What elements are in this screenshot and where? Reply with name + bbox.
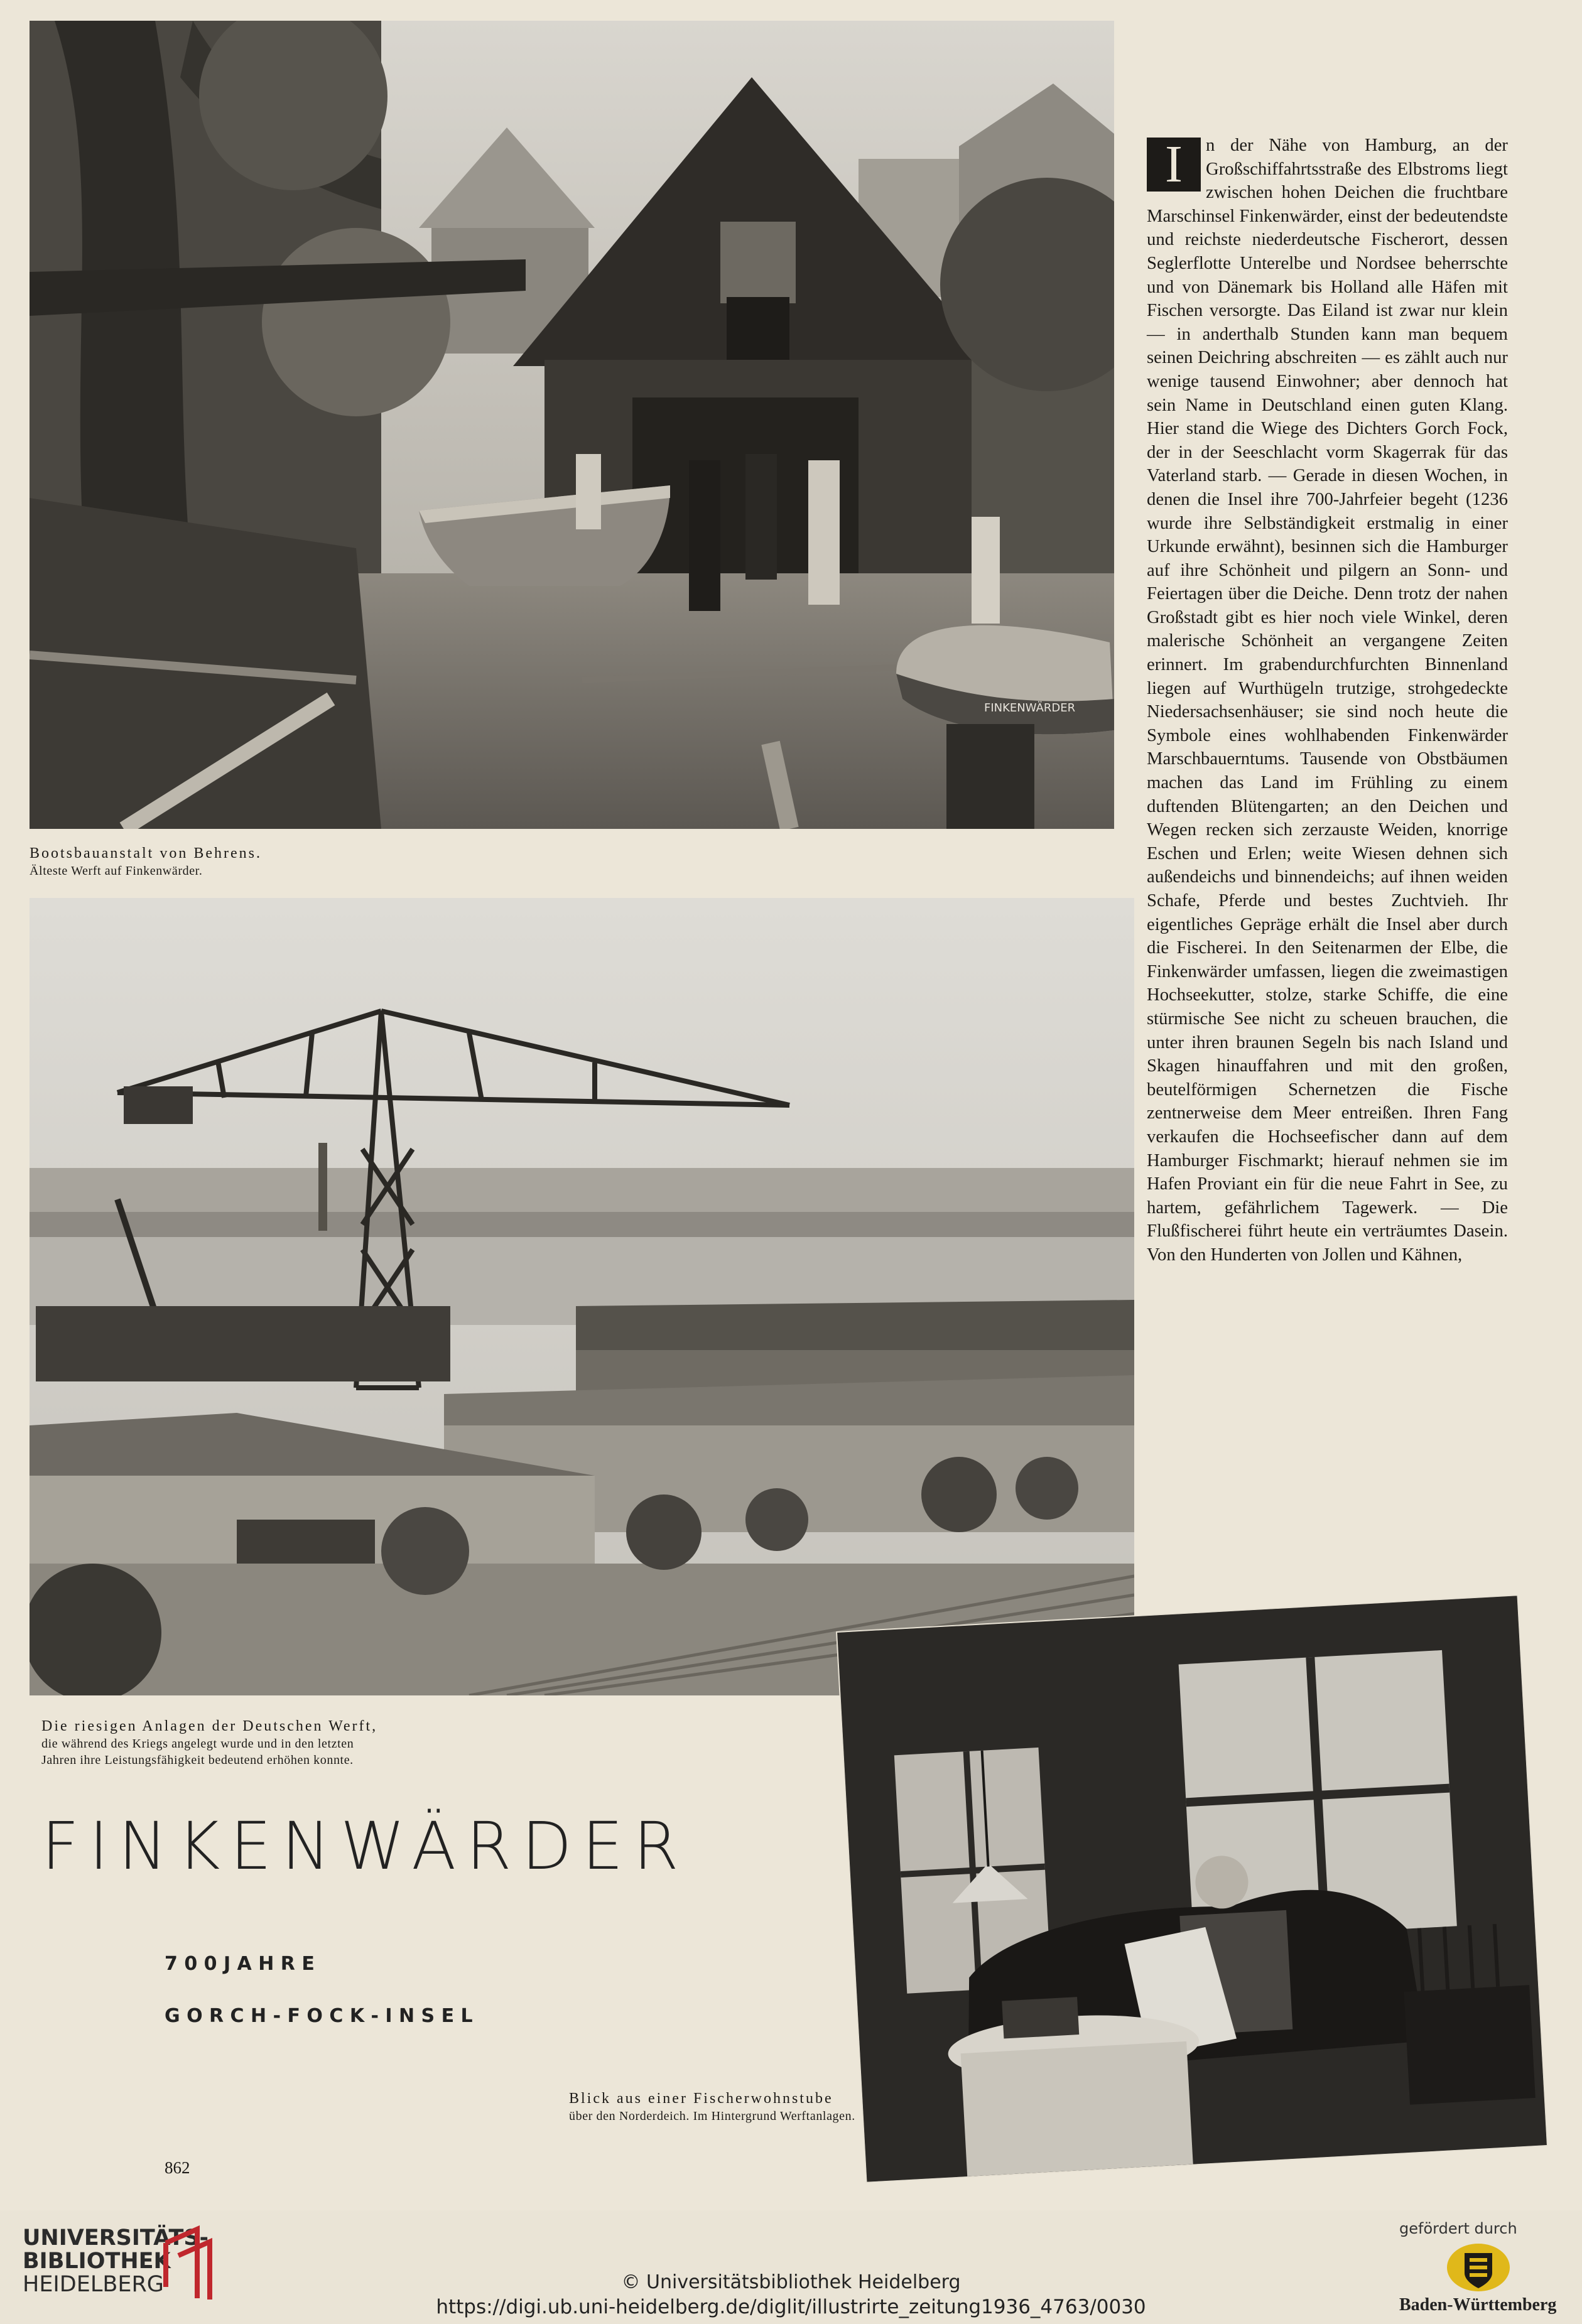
library-name-line-1: UNIVERSITÄTS-: [23, 2225, 209, 2251]
coat-of-arms-icon[interactable]: [1444, 2242, 1512, 2293]
photo3-caption-title: Blick aus einer Fischerwohnstube: [569, 2090, 833, 2107]
article-column: [1147, 134, 1508, 1267]
library-name-line-2: BIBLIOTHEK: [23, 2249, 171, 2274]
photo-shipyard: [30, 898, 1134, 1695]
funded-by-label: gefördert durch: [1399, 2220, 1517, 2237]
funder-name: Baden-Württemberg: [1399, 2295, 1557, 2315]
drop-cap: I: [1147, 138, 1201, 192]
photo1-caption-title: Bootsbauanstalt von Behrens.: [30, 845, 262, 862]
permalink-url[interactable]: https://digi.ub.uni-heidelberg.de/diglit/illustrirte_zeitung1936_4763/0030: [436, 2296, 1146, 2318]
title-subline-island: G O R C H - F O C K - I N S E L: [165, 2005, 473, 2027]
boat-name-label: FINKENWÄRDER: [984, 701, 1076, 715]
photo1-caption: [30, 845, 262, 878]
photo2-caption-sub-2: Jahren ihre Leistungsfähigkeit bedeutend erhöhen konnte.: [41, 1753, 354, 1767]
photo2-caption-sub-1: die während des Kriegs angelegt wurde und in den letzten: [41, 1737, 354, 1751]
photo2-caption: [41, 1718, 377, 1768]
photo2-caption-title: Die riesigen Anlagen der Deutschen Werft,: [41, 1718, 378, 1734]
copyright-notice: © Universitätsbibliothek Heidelberg: [621, 2271, 961, 2293]
page-number: 862: [165, 2158, 190, 2177]
page-title: FINKENWÄRDER: [41, 1808, 689, 1884]
title-subline-years: 7 0 0 J A H R E: [165, 1953, 315, 1975]
photo1-caption-sub: Älteste Werft auf Finkenwärder.: [30, 864, 203, 878]
library-name-line-3: HEIDELBERG: [23, 2272, 164, 2297]
photo3-caption-sub: über den Norderdeich. Im Hintergrund Werftanlagen.: [569, 2109, 855, 2123]
photo-fisherman-room: [837, 1596, 1547, 2181]
photo3-caption: [569, 2090, 855, 2124]
article-body: n der Nähe von Hamburg, an der Großschiffahrtsstraße des Elbstroms liegt zwischen hohen Deichen die fruchtbare Marschinsel Finkenwärder, einst der bedeutendste und reichste niederdeutsche Fischerort, dessen Seglerflotte Unterelbe und Nordsee beherrschte und von Dänemark bis Holland alle Häfen mit Fischen versorgte. Das Eiland ist zwar nur klein — in anderthalb Stunden kann man bequem seinen Deichring abschreiten — es zählt auch nur wenige tausend Einwohner; aber dennoch hat sein Name in Deutschland einen guten Klang. Hier stand die Wiege des Dichters Gorch Fock, der in der Seeschlacht vorm Skagerrak für das Vaterland starb. — Gerade in diesen Wochen, in denen die Insel ihre 700-Jahrfeier begeht (1236 wurde ihre Selbständigkeit erstmalig in einer Urkunde erwähnt), besinnen sich die Hamburger auf ihre Schönheit und pilgern an Sonn- und Feiertagen über die Deiche. Denn trotz der nahen Großstadt gibt es hier noch viele Winkel, deren malerische Schönheit an vergangene Zeiten erinnert. Im grabendurchfurchten Binnenland liegen auf Wurthügeln trutzige, strohgedeckte Niedersachsenhäuser; sie sind noch heute die Symbole eines wohlhabenden Finkenwärder Marschbauerntums. Tausende von Obstbäumen machen das Land im Frühling zu einem duftenden Blütengarten; an den Deichen und Wegen recken sich zerzauste Weiden, knorrige Eschen und Erlen; weite Wiesen dehnen sich außendeichs und binnendeichs; auf ihnen weiden Schafe, Pferde und bestes Zuchtvieh. Ihr eigentliches Gepräge erhält die Insel aber durch die Fischerei. In den Seitenarmen der Elbe, die Finkenwärder umfassen, liegen die zweimastigen Hochseekutter, stolze, starke Schiffe, die eine stürmische See nicht zu scheuen brauchen, die unter ihren braunen Segeln bis nach Island und Skagen hinauffahren und mit den großen, beutelförmigen Schernetzen die Fische zentnerweise dem Meer entreißen. Ihren Fang verkaufen die Hochseefischer dann auf dem Hamburger Fischmarkt; hierauf nehmen sie im Hafen Proviant ein für die neue Fahrt in See, zu hartem, gefährlichem Tagewerk. — Die Flußfischerei führt heute ein verträumtes Dasein. Von den Hunderten von Jollen und Kähnen,: [1147, 135, 1508, 1265]
photo-boatyard: [30, 21, 1114, 829]
